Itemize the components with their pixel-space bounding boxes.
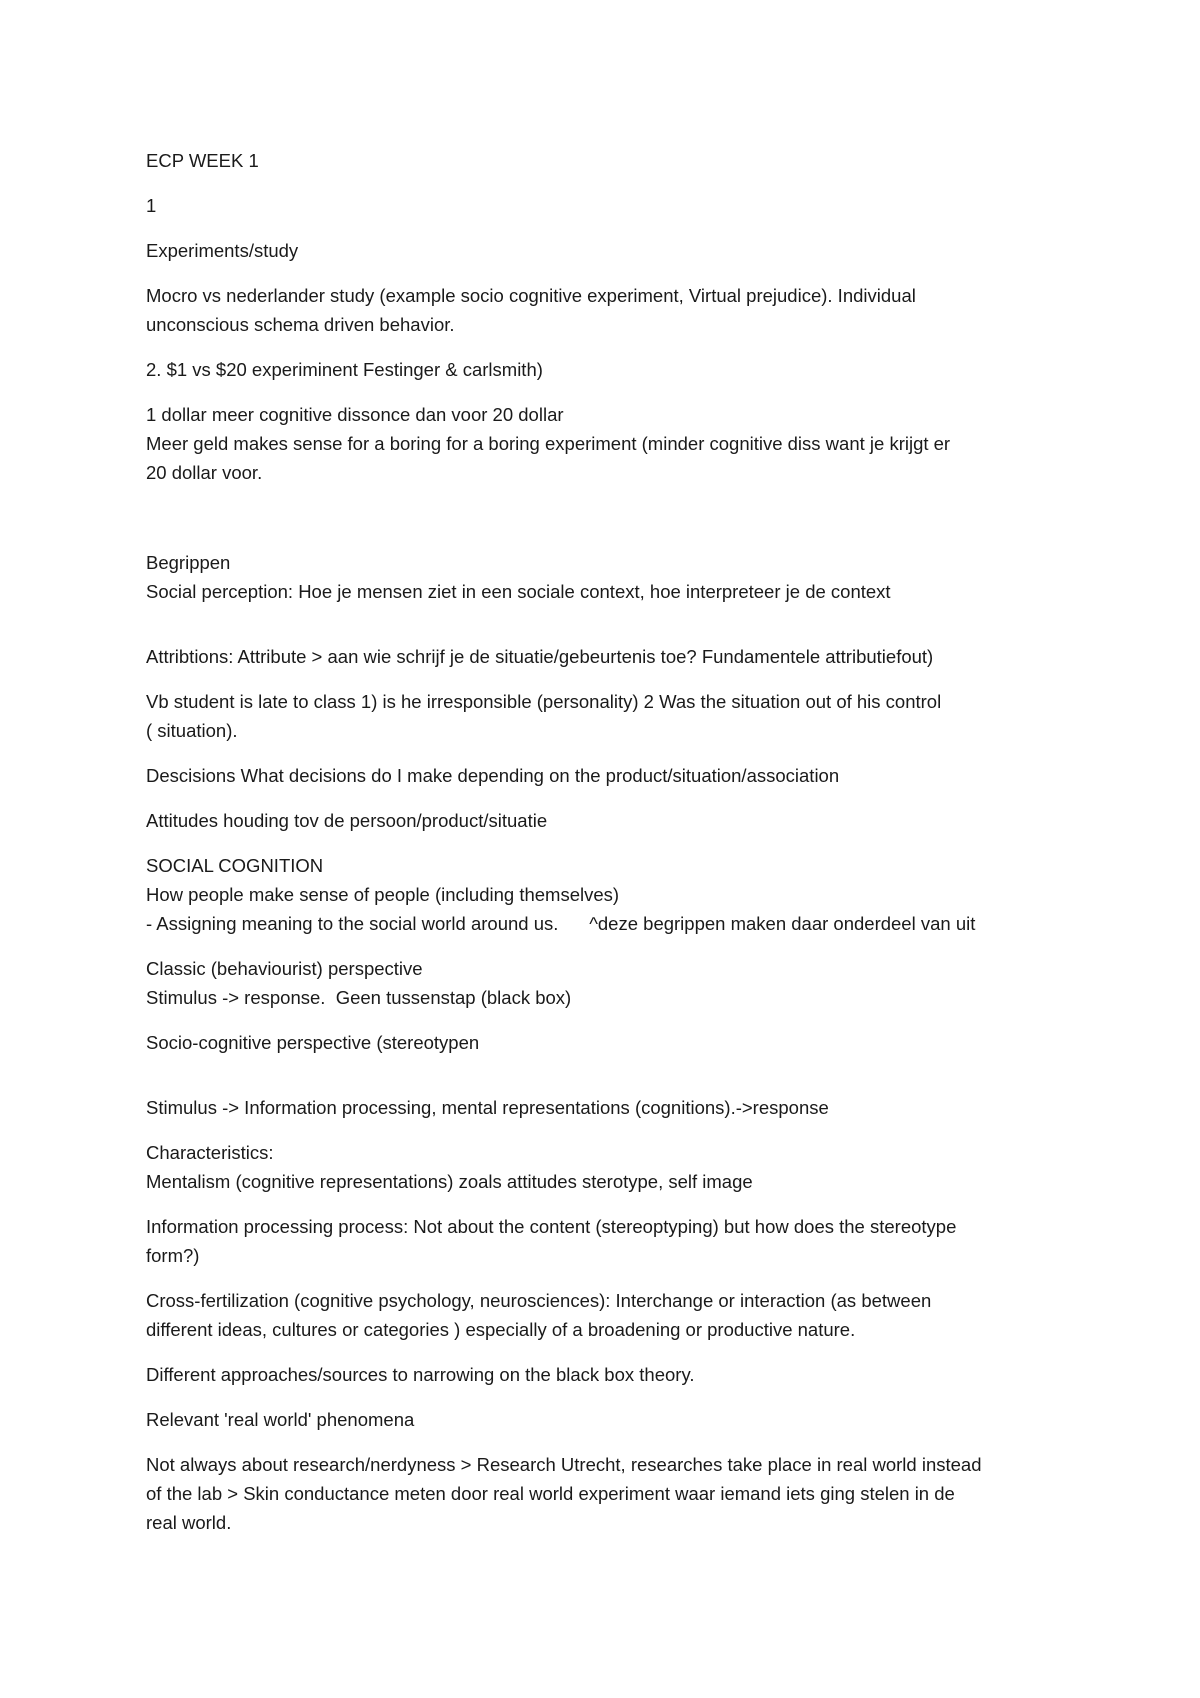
section-number (146, 191, 1076, 220)
paragraph-line: Information processing process: Not about the content (stereoptyping) but how does the stereotype (146, 1216, 957, 1237)
paragraph-line: Vb student is late to class 1) is he irresponsible (personality) 2 Was the situation out of his control (146, 691, 942, 712)
paragraph-social-cognition (146, 851, 1076, 938)
paragraph-festinger (146, 355, 1076, 384)
paragraph-line: Characteristics: (146, 1142, 274, 1163)
paragraph-line: Begrippen (146, 552, 231, 573)
paragraph-line: Different approaches/sources to narrowing on the black box theory. (146, 1364, 695, 1385)
paragraph-processing-process (146, 1212, 1076, 1270)
paragraph-experiments-heading (146, 236, 1076, 265)
paragraph-characteristics (146, 1138, 1076, 1196)
paragraph-approaches (146, 1360, 1076, 1389)
paragraph-line: Meer geld makes sense for a boring for a boring experiment (minder cognitive diss want je krijgt er (146, 433, 951, 454)
paragraph-line: - Assigning meaning to the social world around us. ^deze begrippen maken daar onderdeel van uit (146, 913, 976, 934)
paragraph-attitudes (146, 806, 1076, 835)
paragraph-line: Socio-cognitive perspective (stereotypen (146, 1032, 480, 1053)
paragraph-line: form?) (146, 1245, 200, 1266)
paragraph-line: Attitudes houding tov de persoon/product/situatie (146, 810, 548, 831)
paragraph-line: 2. $1 vs $20 experiminent Festinger & carlsmith) (146, 359, 543, 380)
document-title (146, 146, 1076, 175)
paragraph-line: Stimulus -> response. Geen tussenstap (black box) (146, 987, 572, 1008)
spacer (146, 1073, 1076, 1093)
paragraph-line: Cross-fertilization (cognitive psychology, neurosciences): Interchange or interaction (as between (146, 1290, 932, 1311)
document-body (146, 146, 1076, 1553)
paragraph-begrippen (146, 548, 1076, 606)
paragraph-line: Mentalism (cognitive representations) zoals attitudes sterotype, self image (146, 1171, 753, 1192)
paragraph-mocro-study (146, 281, 1076, 339)
paragraph-real-world-heading (146, 1405, 1076, 1434)
title-text: ECP WEEK 1 (146, 150, 259, 171)
paragraph-line: Social perception: Hoe je mensen ziet in een sociale context, hoe interpreteer je de context (146, 581, 891, 602)
paragraph-classic-perspective (146, 954, 1076, 1012)
paragraph-line: Stimulus -> Information processing, mental representations (cognitions).->response (146, 1097, 829, 1118)
paragraph-line: Relevant 'real world' phenomena (146, 1409, 415, 1430)
paragraph-line: Experiments/study (146, 240, 299, 261)
paragraph-line: 20 dollar voor. (146, 462, 263, 483)
paragraph-student-example (146, 687, 1076, 745)
paragraph-line: of the lab > Skin conductance meten door real world experiment waar iemand iets ging stelen in de (146, 1483, 955, 1504)
spacer (146, 622, 1076, 642)
paragraph-line: Not always about research/nerdyness > Research Utrecht, researches take place in real world instead (146, 1454, 982, 1475)
paragraph-line: ( situation). (146, 720, 238, 741)
paragraph-attributions (146, 642, 1076, 671)
section-number-text: 1 (146, 195, 157, 216)
paragraph-line: Attribtions: Attribute > aan wie schrijf je de situatie/gebeurtenis toe? Fundamentele attributiefout) (146, 646, 934, 667)
spacer (146, 503, 1076, 548)
paragraph-line: Classic (behaviourist) perspective (146, 958, 423, 979)
paragraph-real-world-research (146, 1450, 1076, 1537)
paragraph-line: real world. (146, 1512, 232, 1533)
paragraph-line: different ideas, cultures or categories ) especially of a broadening or productive nature. (146, 1319, 856, 1340)
paragraph-cross-fertilization (146, 1286, 1076, 1344)
paragraph-dissonance (146, 400, 1076, 487)
paragraph-line: SOCIAL COGNITION (146, 855, 324, 876)
paragraph-line: unconscious schema driven behavior. (146, 314, 455, 335)
paragraph-line: Mocro vs nederlander study (example socio cognitive experiment, Virtual prejudice). Individual (146, 285, 916, 306)
paragraph-line: How people make sense of people (including themselves) (146, 884, 620, 905)
paragraph-line: 1 dollar meer cognitive dissonce dan voor 20 dollar (146, 404, 564, 425)
paragraph-socio-cognitive (146, 1028, 1076, 1057)
paragraph-line: Descisions What decisions do I make depending on the product/situation/association (146, 765, 840, 786)
paragraph-decisions (146, 761, 1076, 790)
paragraph-information-processing (146, 1093, 1076, 1122)
